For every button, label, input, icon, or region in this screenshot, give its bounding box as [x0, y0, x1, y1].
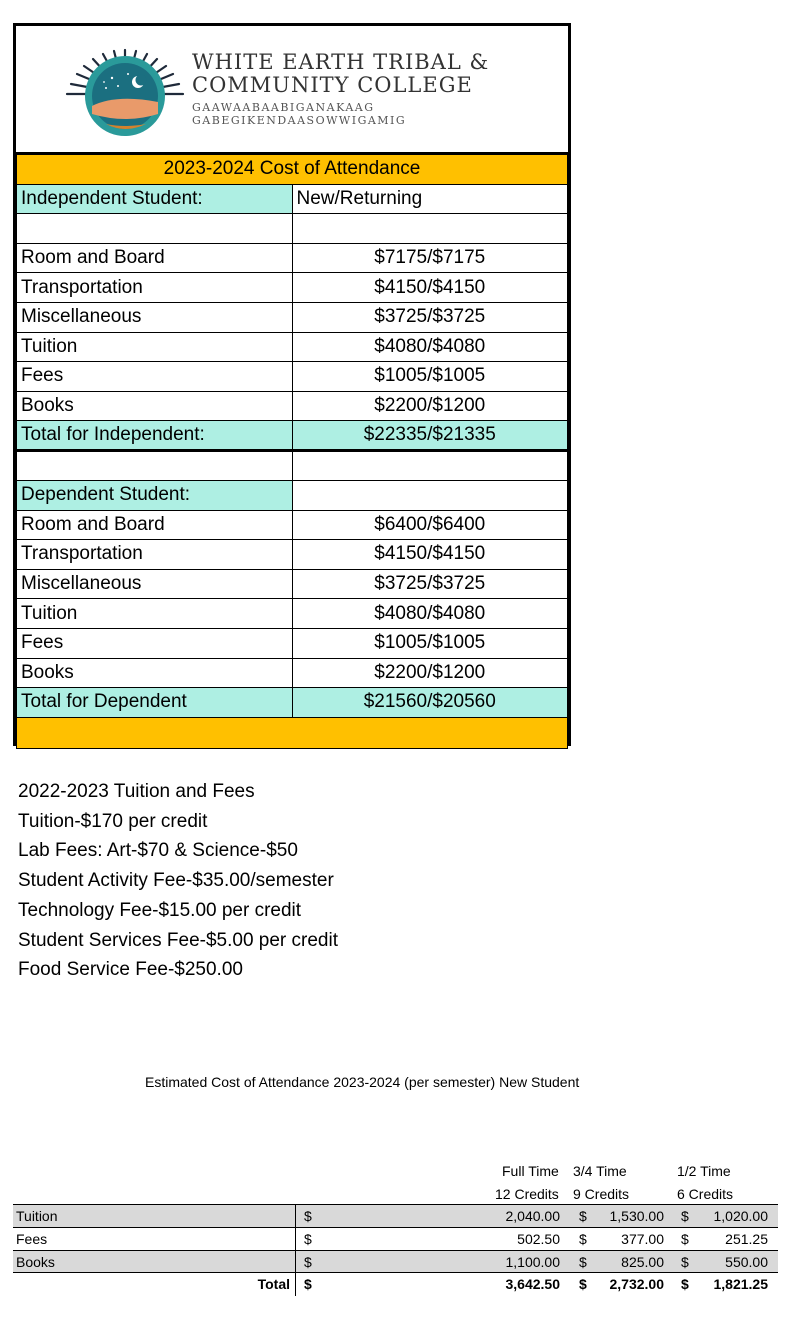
table-row — [13, 1227, 778, 1250]
table-row — [17, 273, 568, 303]
full-time-value: 502.50 — [517, 1231, 560, 1247]
three-quarter-value: 377.00 — [621, 1231, 664, 1247]
full-time-credits-header: 12 Credits — [495, 1186, 559, 1202]
row-label: Miscellaneous — [17, 569, 293, 599]
college-logo-text — [192, 51, 552, 127]
list-item: Lab Fees: Art-$70 & Science-$50 — [18, 840, 298, 862]
row-label: Room and Board — [17, 243, 293, 273]
full-time-header: Full Time — [502, 1163, 559, 1179]
fees-list-heading: 2022-2023 Tuition and Fees — [18, 781, 255, 802]
row-value: $4150/$4150 — [292, 273, 568, 303]
logo-line-3: GAAWAABAABIGANAKAAG — [192, 101, 375, 114]
row-label: Books — [16, 1254, 55, 1270]
row-value: $1005/$1005 — [292, 362, 568, 392]
currency-symbol: $ — [681, 1276, 689, 1292]
row-value: $4080/$4080 — [292, 332, 568, 362]
college-logo — [16, 26, 568, 154]
blank-row — [17, 214, 568, 244]
currency-symbol: $ — [579, 1254, 587, 1270]
row-label: Books — [17, 658, 293, 688]
list-item: Tuition-$170 per credit — [18, 810, 208, 832]
cost-of-attendance-sheet — [13, 23, 571, 746]
table-row — [17, 540, 568, 570]
estimate-column-headers — [0, 1160, 809, 1206]
list-item: Food Service Fee-$250.00 — [18, 959, 243, 981]
currency-symbol: $ — [304, 1208, 312, 1224]
dependent-header-row — [17, 480, 568, 510]
list-item: Technology Fee-$15.00 per credit — [18, 899, 302, 921]
row-label: Transportation — [17, 540, 293, 570]
table-row — [17, 510, 568, 540]
total-row — [13, 1273, 778, 1296]
dependent-total-row — [17, 688, 568, 718]
independent-student-header: Independent Student: — [17, 184, 293, 214]
three-quarter-time-header: 3/4 Time — [573, 1163, 627, 1179]
currency-symbol: $ — [681, 1208, 689, 1224]
half-time-total: 1,821.25 — [713, 1276, 768, 1292]
currency-symbol: $ — [579, 1276, 587, 1292]
row-label: Tuition — [16, 1208, 58, 1224]
table-row — [17, 628, 568, 658]
three-quarter-value: 1,530.00 — [609, 1208, 664, 1224]
total-value: $21560/$20560 — [292, 688, 568, 718]
row-label: Transportation — [17, 273, 293, 303]
row-label: Fees — [17, 362, 293, 392]
currency-symbol: $ — [304, 1276, 312, 1292]
table-row — [17, 658, 568, 688]
total-label: Total — [257, 1276, 290, 1292]
total-value: $22335/$21335 — [292, 421, 568, 451]
table-row — [17, 391, 568, 421]
row-value: $6400/$6400 — [292, 510, 568, 540]
table-row — [13, 1250, 778, 1273]
three-quarter-total: 2,732.00 — [609, 1276, 664, 1292]
half-time-value: 550.00 — [725, 1254, 768, 1270]
row-value: $1005/$1005 — [292, 628, 568, 658]
row-value: $4150/$4150 — [292, 540, 568, 570]
currency-symbol: $ — [681, 1254, 689, 1270]
row-label: Fees — [16, 1231, 48, 1247]
logo-line-2: COMMUNITY COLLEGE — [192, 73, 473, 97]
tuition-fees-list — [18, 777, 338, 985]
row-label: Fees — [17, 628, 293, 658]
table-row — [17, 243, 568, 273]
table-row — [17, 332, 568, 362]
half-time-header: 1/2 Time — [677, 1163, 731, 1179]
logo-line-4: GABEGIKENDAASOWWIGAMIG — [192, 114, 407, 127]
dependent-student-header: Dependent Student: — [17, 480, 293, 510]
three-quarter-credits-header: 9 Credits — [573, 1186, 630, 1202]
row-value: $2200/$1200 — [292, 391, 568, 421]
estimate-table — [13, 1204, 778, 1296]
table-footer-bar — [17, 717, 568, 748]
total-label: Total for Dependent — [17, 688, 293, 718]
row-label: Books — [17, 391, 293, 421]
row-label: Miscellaneous — [17, 302, 293, 332]
row-value: $4080/$4080 — [292, 599, 568, 629]
half-time-credits-header: 6 Credits — [677, 1186, 734, 1202]
table-title-row — [17, 155, 568, 185]
full-time-value: 2,040.00 — [505, 1208, 560, 1224]
list-item: Student Services Fee-$5.00 per credit — [18, 929, 339, 951]
half-time-value: 1,020.00 — [713, 1208, 768, 1224]
row-label: Tuition — [17, 599, 293, 629]
column-header: New/Returning — [292, 184, 568, 214]
row-label: Tuition — [17, 332, 293, 362]
three-quarter-value: 825.00 — [621, 1254, 664, 1270]
blank-row — [17, 451, 568, 481]
logo-line-1: WHITE EARTH TRIBAL & — [192, 50, 490, 74]
currency-symbol: $ — [304, 1254, 312, 1270]
row-value: $3725/$3725 — [292, 569, 568, 599]
currency-symbol: $ — [681, 1231, 689, 1247]
table-row — [17, 599, 568, 629]
total-label: Total for Independent: — [17, 421, 293, 451]
table-row — [17, 362, 568, 392]
estimate-title: Estimated Cost of Attendance 2023-2024 (per semester) New Student — [145, 1074, 580, 1090]
cost-of-attendance-table — [16, 154, 568, 749]
half-time-value: 251.25 — [725, 1231, 768, 1247]
table-row — [17, 569, 568, 599]
row-label: Room and Board — [17, 510, 293, 540]
row-value: $3725/$3725 — [292, 302, 568, 332]
row-value: $7175/$7175 — [292, 243, 568, 273]
currency-symbol: $ — [304, 1231, 312, 1247]
independent-header-row — [17, 184, 568, 214]
currency-symbol: $ — [579, 1231, 587, 1247]
college-logo-emblem-icon — [56, 44, 194, 138]
table-title: 2023-2024 Cost of Attendance — [17, 155, 568, 185]
independent-total-row — [17, 421, 568, 451]
row-value: $2200/$1200 — [292, 658, 568, 688]
full-time-value: 1,100.00 — [505, 1254, 560, 1270]
full-time-total: 3,642.50 — [505, 1276, 560, 1292]
table-row — [17, 302, 568, 332]
currency-symbol: $ — [579, 1208, 587, 1224]
list-item: Student Activity Fee-$35.00/semester — [18, 870, 334, 892]
table-row — [13, 1204, 778, 1227]
